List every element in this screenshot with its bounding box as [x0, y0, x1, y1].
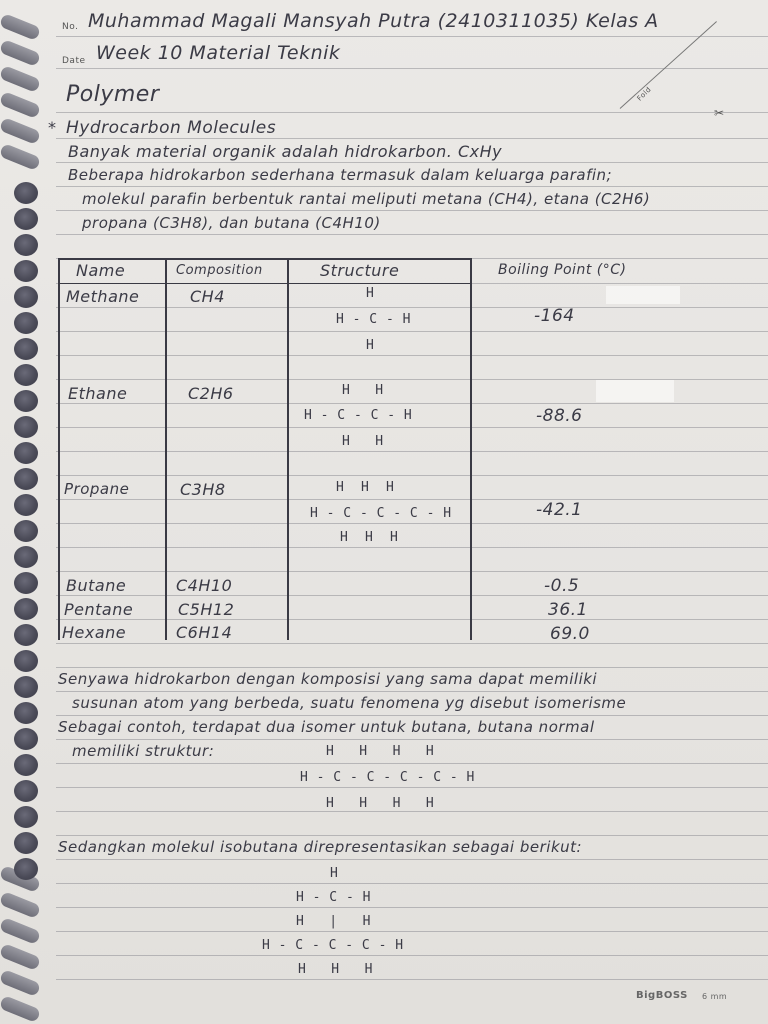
student-name: Muhammad Magali Mansyah Putra (2410311035) Kelas A: [88, 10, 659, 32]
fold-line: [620, 21, 717, 109]
ruled-line: [56, 883, 768, 884]
row-name: Methane: [66, 287, 140, 306]
table-header-underline: [58, 283, 470, 284]
binding-hole: [14, 338, 38, 360]
spiral-coil: [0, 39, 41, 67]
row-name: Propane: [64, 480, 130, 498]
table-divider-3: [470, 258, 472, 640]
spiral-coil: [0, 891, 41, 919]
row-composition: C3H8: [180, 480, 226, 499]
binding-hole: [14, 442, 38, 464]
col-header-structure: Structure: [320, 261, 400, 280]
binding-hole: [14, 858, 38, 880]
structure-line: H H: [342, 383, 384, 398]
ruled-line: [56, 571, 768, 572]
isomer-p3: Sedangkan molekul isobutana direpresentasikan sebagai berikut:: [58, 838, 583, 856]
binding-hole: [14, 468, 38, 490]
intro-p2a: Beberapa hidrokarbon sederhana termasuk dalam keluarga parafin;: [68, 166, 613, 184]
binding-hole: [14, 494, 38, 516]
binding-hole: [14, 260, 38, 282]
spiral-coil: [0, 13, 41, 41]
row-boiling-point: 69.0: [550, 624, 590, 644]
fold-label: Fold: [635, 85, 653, 103]
ruled-line: [56, 331, 768, 332]
isomer-p1a: Senyawa hidrokarbon dengan komposisi yang sama dapat memiliki: [58, 670, 598, 688]
ruled-line: [56, 691, 768, 692]
structure-line: H: [366, 338, 375, 353]
row-composition: C2H6: [188, 384, 234, 403]
row-composition: C5H12: [178, 600, 235, 619]
ruled-line: [56, 475, 768, 476]
binding-hole: [14, 650, 38, 672]
isobutane-structure-line: H: [330, 866, 339, 881]
row-boiling-point: -164: [534, 306, 575, 326]
ruled-line: [56, 715, 768, 716]
ruled-line: [56, 811, 768, 812]
isobutane-structure-line: H - C - C - C - H: [262, 938, 404, 953]
ruled-line: [56, 403, 768, 404]
spiral-coil: [0, 65, 41, 93]
ruled-line: [56, 186, 768, 187]
ruled-line: [56, 595, 768, 596]
binding-hole: [14, 780, 38, 802]
structure-line: H: [366, 286, 375, 301]
intro-heading: Hydrocarbon Molecules: [66, 118, 277, 138]
row-boiling-point: -88.6: [536, 406, 583, 426]
ruled-line: [56, 234, 768, 235]
ruled-line: [56, 667, 768, 668]
structure-line: H - C - H: [336, 312, 411, 327]
row-boiling-point: 36.1: [548, 600, 588, 620]
scissors-icon: ✂: [714, 106, 725, 120]
binding-hole: [14, 286, 38, 308]
row-name: Butane: [66, 576, 127, 595]
ruled-line: [56, 979, 768, 980]
structure-line: H H H: [340, 530, 399, 545]
ruled-line: [56, 955, 768, 956]
binding-hole: [14, 806, 38, 828]
binding-hole: [14, 676, 38, 698]
isobutane-structure-line: H - C - H: [296, 890, 371, 905]
ruled-line: [56, 451, 768, 452]
spiral-coil: [0, 943, 41, 971]
ruled-line: [56, 138, 768, 139]
binding-hole: [14, 754, 38, 776]
intro-p2c: propana (C3H8), dan butana (C4H10): [82, 214, 381, 232]
table-divider-2: [287, 258, 289, 640]
isomer-p1b: susunan atom yang berbeda, suatu fenomena yg disebut isomerisme: [72, 694, 627, 712]
col-header-boiling-point: Boiling Point (°C): [498, 262, 627, 278]
isobutane-structure-line: H H H: [298, 962, 373, 977]
spiral-coil: [0, 917, 41, 945]
structure-line: H H: [342, 434, 384, 449]
isomer-p2a: Sebagai contoh, terdapat dua isomer untuk butana, butana normal: [58, 718, 595, 736]
row-name: Hexane: [62, 623, 127, 642]
binding-hole: [14, 728, 38, 750]
intro-p2b: molekul parafin berbentuk rantai meliputi metana (CH4), etana (C2H6): [82, 190, 651, 208]
table-border-left: [58, 258, 60, 640]
ruled-line: [56, 619, 768, 620]
binding-hole: [14, 364, 38, 386]
isobutane-structure-line: H | H: [296, 914, 371, 929]
spiral-coil: [0, 91, 41, 119]
spiral-coil: [0, 969, 41, 997]
ruled-line: [56, 427, 768, 428]
row-name: Ethane: [68, 384, 128, 403]
row-composition: C4H10: [176, 576, 233, 595]
ruled-line: [56, 210, 768, 211]
ruled-line: [56, 162, 768, 163]
ruled-line: [56, 547, 768, 548]
binding-hole: [14, 598, 38, 620]
ruled-line: [56, 499, 768, 500]
binding-hole: [14, 702, 38, 724]
ruled-line: [56, 643, 768, 644]
binding-hole: [14, 312, 38, 334]
ruled-line: [56, 907, 768, 908]
binding-hole: [14, 572, 38, 594]
binding-hole: [14, 624, 38, 646]
isomer-p2b: memiliki struktur:: [72, 742, 215, 760]
intro-p1: Banyak material organik adalah hidrokarbon. CxHy: [68, 142, 503, 161]
ruled-line: [56, 763, 768, 764]
structure-line: H - C - C - C - H: [310, 506, 452, 521]
row-boiling-point: -0.5: [544, 576, 580, 596]
binding-hole: [14, 520, 38, 542]
binding-hole: [14, 416, 38, 438]
butane-structure-line: H H H H: [326, 796, 435, 811]
binding-hole: [14, 208, 38, 230]
correction-tape: [596, 380, 674, 402]
spiral-coil: [0, 995, 41, 1023]
ruled-line: [56, 36, 768, 37]
line-spacing-label: 6 mm: [702, 992, 728, 1001]
week-title: Week 10 Material Teknik: [96, 42, 341, 64]
col-header-name: Name: [76, 261, 126, 280]
row-boiling-point: -42.1: [536, 500, 583, 520]
brand-logo: BigBOSS: [636, 990, 688, 1001]
no-label: No.: [62, 22, 79, 32]
ruled-line: [56, 523, 768, 524]
ruled-line: [56, 835, 768, 836]
row-composition: C6H14: [176, 623, 233, 642]
row-composition: CH4: [190, 287, 225, 306]
table-top-border: [58, 258, 470, 260]
butane-structure-line: H - C - C - C - C - H: [300, 770, 475, 785]
ruled-line: [56, 931, 768, 932]
binding-hole: [14, 390, 38, 412]
ruled-line: [56, 112, 768, 113]
date-label: Date: [62, 56, 86, 66]
structure-line: H H H: [336, 480, 395, 495]
ruled-line: [56, 355, 768, 356]
structure-line: H - C - C - H: [304, 408, 413, 423]
binding-hole: [14, 182, 38, 204]
butane-structure-line: H H H H: [326, 744, 435, 759]
ruled-line: [56, 859, 768, 860]
row-name: Pentane: [64, 600, 134, 619]
spiral-coil: [0, 143, 41, 171]
topic-title: Polymer: [66, 82, 160, 107]
binding-hole: [14, 832, 38, 854]
binding-hole: [14, 234, 38, 256]
ruled-line: [56, 307, 768, 308]
asterisk-icon: *: [48, 118, 57, 137]
table-divider-1: [165, 258, 167, 640]
col-header-composition: Composition: [176, 263, 263, 278]
binding-hole: [14, 546, 38, 568]
spiral-coil: [0, 117, 41, 145]
ruled-line: [56, 787, 768, 788]
ruled-line: [56, 739, 768, 740]
correction-tape: [606, 286, 680, 304]
